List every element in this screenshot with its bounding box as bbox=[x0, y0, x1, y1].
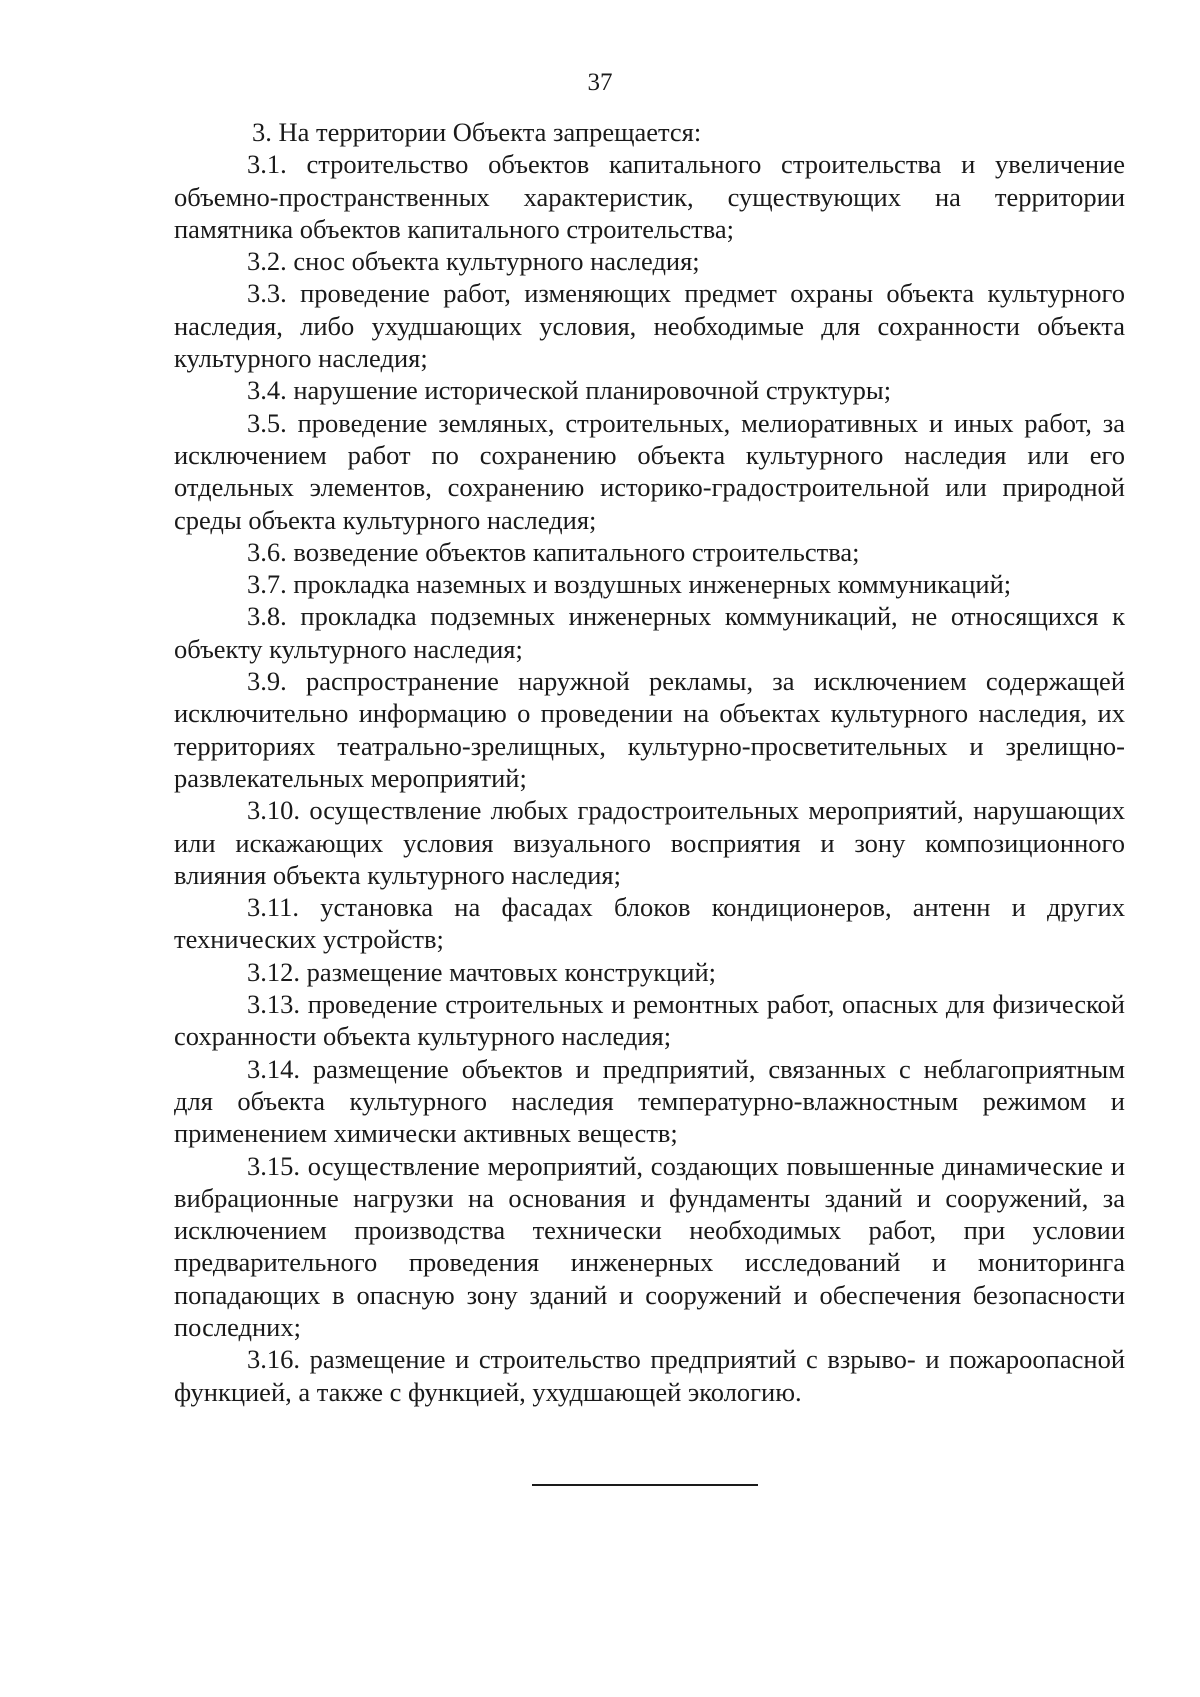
clause-3-6: 3.6. возведение объектов капитального строительства; bbox=[247, 536, 860, 567]
clause-3-8: 3.8. прокладка подземных инженерных коммуникаций, не относящихся к объекту культурного наследия; bbox=[174, 601, 1125, 664]
clause-3-9: 3.9. распространение наружной рекламы, за исключением содержащей исключительно информацию о проведении на объектах культурного наследия, их территориях театрально-зрелищных, культурно-просветительных и зрелищно-развлекательных мероприятий; bbox=[174, 666, 1125, 793]
clause-3-14: 3.14. размещение объектов и предприятий, связанных с неблагоприятным для объекта культурного наследия температурно-влажностным режимом и применением химически активных веществ; bbox=[174, 1053, 1125, 1149]
intro-paragraph: 3. На территории Объекта запрещается: bbox=[252, 117, 702, 147]
clause-3-2: 3.2. снос объекта культурного наследия; bbox=[247, 246, 700, 277]
clause-3-12: 3.12. размещение мачтовых конструкций; bbox=[247, 956, 717, 987]
clause-3-15: 3.15. осуществление мероприятий, создающих повышенные динамические и вибрационные нагрузки на основания и фундаменты зданий и сооружений, за исключением производства технически необходимых работ, при условии предварительного проведения инженерных исследований и мониторинга попадающих в опасную зону зданий и сооружений и обеспечения безопасности последних; bbox=[174, 1150, 1125, 1342]
page-number: 37 bbox=[587, 69, 613, 96]
end-separator-line bbox=[532, 1484, 758, 1486]
clause-3-11: 3.11. установка на фасадах блоков кондиционеров, антенн и других технических устройств; bbox=[174, 892, 1125, 955]
clause-3-1: 3.1. строительство объектов капитального строительства и увеличение объемно-пространственных характеристик, существующих на территории памятника объектов капитального строительства; bbox=[174, 149, 1125, 244]
clause-3-3: 3.3. проведение работ, изменяющих предмет охраны объекта культурного наследия, либо ухудшающих условия, необходимые для сохранности объекта культурного наследия; bbox=[174, 278, 1125, 374]
clause-3-10: 3.10. осуществление любых градостроительных мероприятий, нарушающих или искажающих условия визуального восприятия и зону композиционного влияния объекта культурного наследия; bbox=[174, 795, 1125, 890]
document-body bbox=[174, 116, 1125, 1408]
clause-3-16: 3.16. размещение и строительство предприятий с взрыво- и пожароопасной функцией, а также с функцией, ухудшающей экологию. bbox=[174, 1344, 1125, 1407]
clause-3-5: 3.5. проведение земляных, строительных, мелиоративных и иных работ, за исключением работ по сохранению объекта культурного наследия или его отдельных элементов, сохранению историко-градостроительной или природной среды объекта культурного наследия; bbox=[174, 407, 1125, 535]
clause-3-4: 3.4. нарушение исторической планировочной структуры; bbox=[247, 375, 892, 406]
clause-3-13: 3.13. проведение строительных и ремонтных работ, опасных для физической сохранности объекта культурного наследия; bbox=[174, 989, 1125, 1052]
clause-3-7: 3.7. прокладка наземных и воздушных инженерных коммуникаций; bbox=[247, 569, 1012, 600]
